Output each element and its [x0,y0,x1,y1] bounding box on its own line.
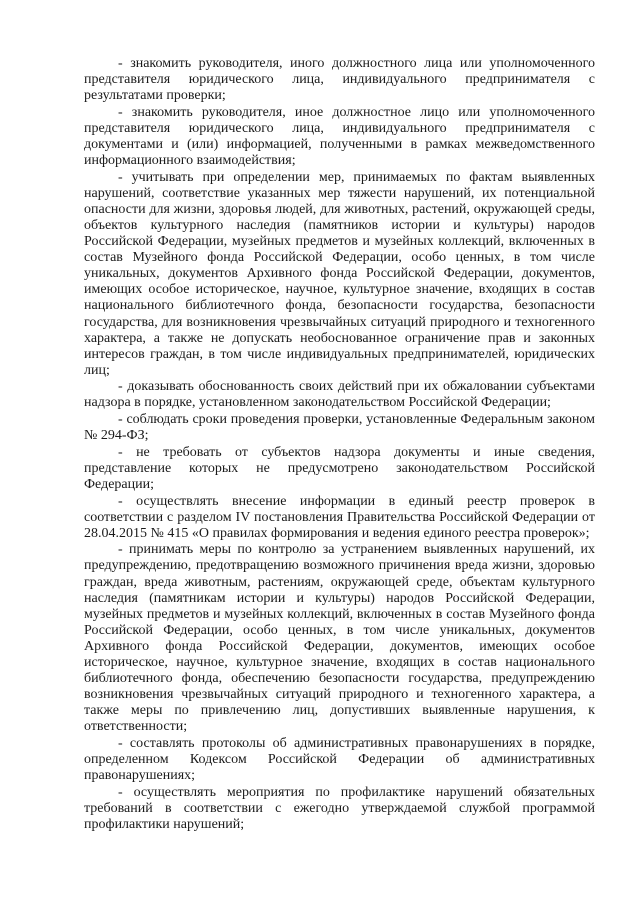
paragraph-register-entry: - осуществлять внесение информации в единый реестр проверок в соответствии с разделом IV постановления Правительства Российской Федерации от 28.04.2015 № 415 «О правилах формирования и ведения единого реестра проверок»; [84,493,595,541]
paragraph-familiarize-documents: - знакомить руководителя, иное должностное лицо или уполномоченного представителя юридического лица, индивидуального предпринимателя с документами и (или) информацией, полученными в рамках межведомственного информационного взаимодействия; [84,104,595,169]
paragraph-prevention-activities: - осуществлять мероприятия по профилактике нарушений обязательных требований в соответствии с ежегодно утверждаемой службой программой профилактики нарушений; [84,784,595,832]
paragraph-control-measures: - принимать меры по контролю за устранением выявленных нарушений, их предупреждению, предотвращению возможного причинения вреда жизни, здоровью граждан, вреда животным, растениям, окружающей среде, объектам культурного наследия (памятникам истории и культуры) народов Российской Федерации, музейных предметов и музейных коллекций, включенных в состав Музейного фонда Российской Федерации, особо ценных, в том числе уникальных, документов Архивного фонда Российской Федерации, документов, имеющих особое историческое, научное, культурное значение, входящих в состав национального библиотечного фонда, обеспечению безопасности государства, предупреждению возникновения чрезвычайных ситуаций природного и техногенного характера, а также меры по привлечению лиц, допустивших выявленные нарушения, к ответственности; [84,542,595,735]
paragraph-familiarize-results: - знакомить руководителя, иного должностного лица или уполномоченного представителя юридического лица, индивидуального предпринимателя с результатами проверки; [84,56,595,104]
paragraph-prove-validity: - доказывать обоснованность своих действий при их обжаловании субъектами надзора в порядке, установленном законодательством Российской Федерации; [84,379,595,411]
paragraph-observe-deadlines: - соблюдать сроки проведения проверки, установленные Федеральным законом № 294-ФЗ; [84,412,595,444]
paragraph-compose-protocols: - составлять протоколы об административных правонарушениях в порядке, определенном Кодексом Российской Федерации об административных правонарушениях; [84,735,595,784]
paragraph-consider-measures: - учитывать при определении мер, принимаемых по фактам выявленных нарушений, соответствие указанных мер тяжести нарушений, их потенциальной опасности для жизни, здоровья людей, для животных, растений, окружающей среды, объектов культурного наследия (памятников истории и культуры) народов Российской Федерации, музейных предметов и музейных коллекций, включенных в состав Музейного фонда Российской Федерации, особо ценных, в том числе уникальных, документов Архивного фонда Российской Федерации, документов, имеющих особое историческое, научное, культурное значение, входящих в состав национального библиотечного фонда, безопасности государства, безопасности государства, для возникновения чрезвычайных ситуаций природного и техногенного характера, а также не допускать необоснованное ограничение прав и законных интересов граждан, в том числе индивидуальных предпринимателей, юридических лиц; [84,169,595,378]
paragraph-not-require-documents: - не требовать от субъектов надзора документы и иные сведения, представление которых не предусмотрено законодательством Российской Федерации; [84,444,595,492]
document-body [84,56,595,834]
